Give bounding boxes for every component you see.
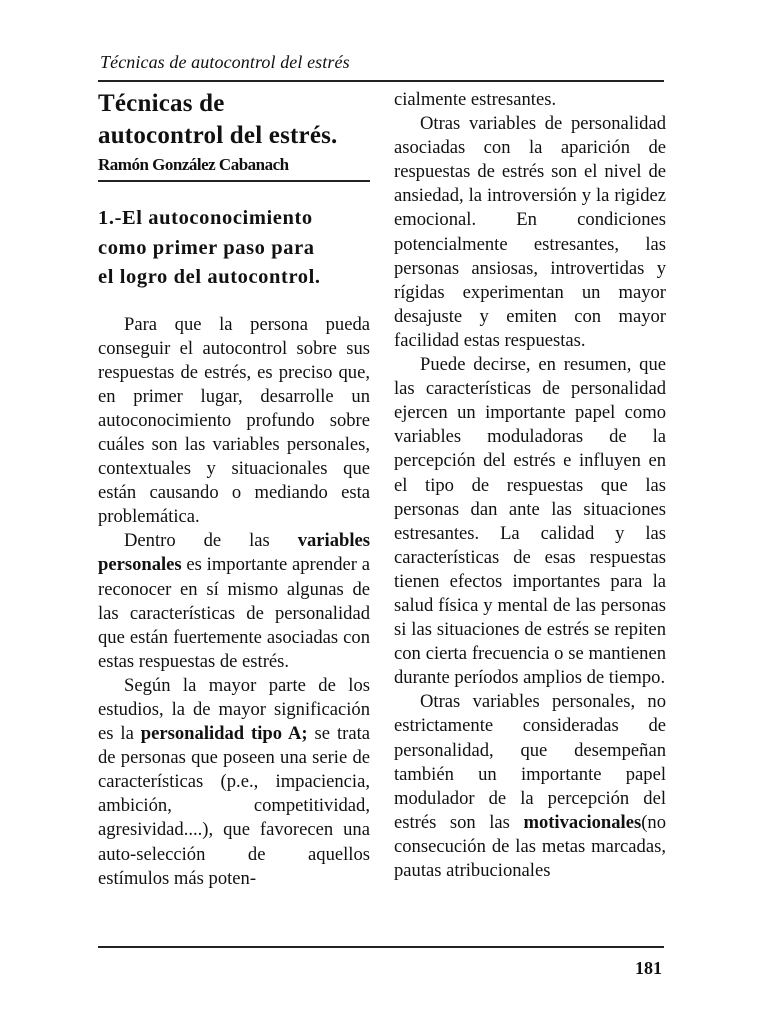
paragraph-continued: cialmente estresantes. xyxy=(394,89,557,110)
p6-text-after: (no consecución de las metas marcadas, pautas atribucionales xyxy=(394,811,666,881)
paragraph-6 xyxy=(394,690,666,883)
section-heading xyxy=(98,204,370,293)
section-heading-line-2: como primer paso para xyxy=(98,236,315,259)
article-title xyxy=(98,88,370,152)
p6-bold-term: motivacionales xyxy=(523,811,642,833)
left-column xyxy=(98,88,370,891)
p2-bold-term: variables personales xyxy=(98,530,370,576)
p2-text-after: es importante aprender a reconocer en sí mismo algunas de las características de personalidad que están fuertemente asociadas con estas respuestas de estrés. xyxy=(98,554,370,672)
author-name: Ramón González Cabanach xyxy=(98,155,289,174)
author-rule xyxy=(98,180,370,182)
p6-text-before: Otras variables personales, no estrictamente consideradas de personalidad, que desempeñan también un importante papel modulador de la percepción del estrés son las xyxy=(394,691,666,833)
p3-bold-term: personalidad tipo A; xyxy=(140,723,308,745)
paragraph-5: Puede decirse, en resumen, que las características de personalidad ejercen un importante papel como variables moduladoras de la percepción del estrés e influyen en el tipo de respuestas que las personas dan ante las situaciones estresantes. La calidad y las características de esas respuestas tienen efectos importantes para la salud física y mental de las personas si las situaciones de estrés se repiten con cierta frecuencia o se mantienen durante períodos amplios de tiempo. xyxy=(394,354,666,689)
title-line-2: autocontrol del estrés. xyxy=(98,122,338,149)
paragraph-2 xyxy=(98,529,370,674)
paragraph-4: Otras variables de personalidad asociadas con la aparición de respuestas de estrés son el nivel de ansiedad, la introversión y la rigidez emocional. En condiciones potencialmente estresantes, las personas ansiosas, introvertidas y rígidas experimentan un mayor desajuste y emiten con mayor facilidad estas respuestas. xyxy=(394,113,666,351)
page-number: 181 xyxy=(635,958,662,978)
right-column xyxy=(394,88,666,883)
footer-rule xyxy=(98,946,664,948)
p3-text-after: se trata de personas que poseen una serie de características (p.e., impaciencia, ambición, competitividad, agresividad....), que favorecen una auto-selección de aquellos estímulos más poten- xyxy=(98,723,370,889)
section-heading-line-1: 1.-El autoconocimiento xyxy=(98,207,313,229)
title-line-1: Técnicas de xyxy=(98,90,225,117)
paragraph-3 xyxy=(98,674,370,891)
header-rule xyxy=(98,80,664,82)
p2-text-before: Dentro de las xyxy=(124,530,298,552)
running-header: Técnicas de autocontrol del estrés xyxy=(100,52,350,72)
section-heading-line-3: el logro del autocontrol. xyxy=(98,266,321,288)
p3-text-before: Según la mayor parte de los estudios, la de mayor significación es la xyxy=(98,674,370,745)
paragraph-1: Para que la persona pueda conseguir el autocontrol sobre sus respuestas de estrés, es preciso que, en primer lugar, desarrolle un autoconocimiento profundo sobre cuáles son las variables personales, contextuales y situacionales que están causando o mediando esta problemática. xyxy=(98,313,370,528)
